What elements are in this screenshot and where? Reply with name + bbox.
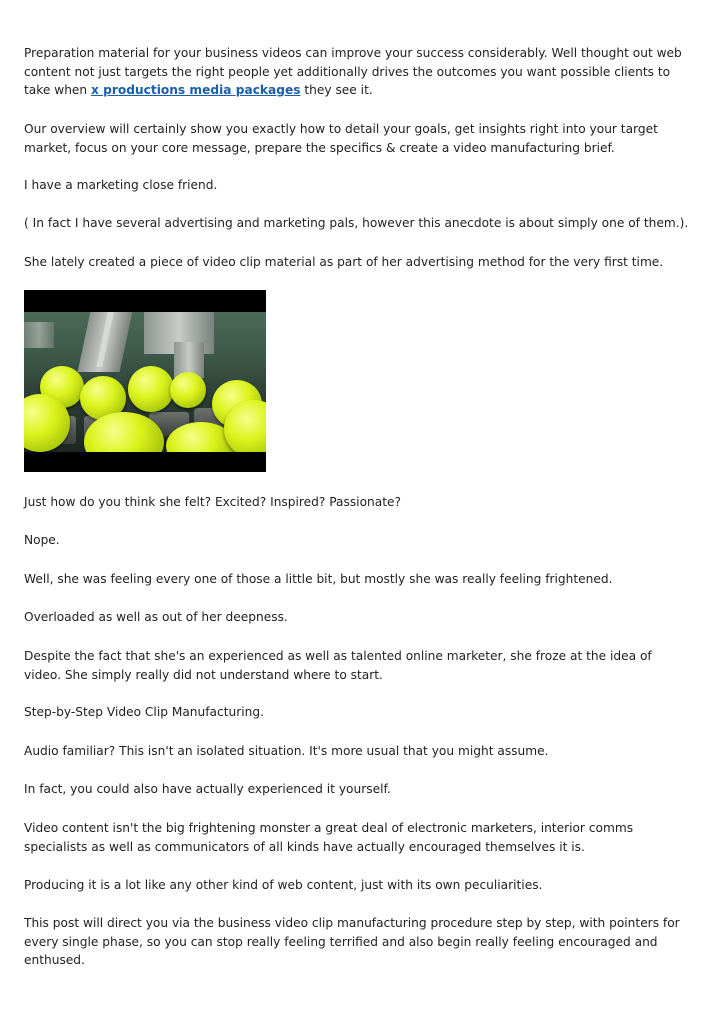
paragraph-intro-text-after: they see it. bbox=[300, 83, 373, 97]
paragraph: ( In fact I have several advertising and marketing pals, however this anecdote is about simply one of them.). bbox=[24, 216, 689, 230]
paragraph: Producing it is a lot like any other kind of web content, just with its own peculiarities. bbox=[24, 878, 543, 892]
paragraph: Video content isn't the big frightening monster a great deal of electronic marketers, interior comms specialists as well as communicators of all kinds have actually encouraged themselves it is. bbox=[24, 821, 634, 854]
paragraph: Step-by-Step Video Clip Manufacturing. bbox=[24, 705, 264, 719]
paragraph: This post will direct you via the business video clip manufacturing procedure step by step, with pointers for every single phase, so you can stop really feeling terrified and also begin really feeling encouraged and enthused. bbox=[24, 916, 680, 967]
paragraph: Nope. bbox=[24, 533, 60, 547]
paragraph: Audio familiar? This isn't an isolated situation. It's more usual that you might assume. bbox=[24, 744, 549, 758]
paragraph: I have a marketing close friend. bbox=[24, 178, 218, 192]
paragraph: Well, she was feeling every one of those a little bit, but mostly she was really feeling frightened. bbox=[24, 572, 613, 586]
paragraph: In fact, you could also have actually experienced it yourself. bbox=[24, 782, 391, 796]
paragraph: Our overview will certainly show you exactly how to detail your goals, get insights right into your target market, focus on your core message, prepare the specifics & create a video manufacturing brief. bbox=[24, 122, 658, 155]
paragraph: Just how do you think she felt? Excited? Inspired? Passionate? bbox=[24, 495, 401, 509]
video-thumbnail[interactable] bbox=[24, 290, 266, 472]
paragraph: Overloaded as well as out of her deepness. bbox=[24, 610, 288, 624]
paragraph: Despite the fact that she's an experienced as well as talented online marketer, she froze at the idea of video. She simply really did not understand where to start. bbox=[24, 649, 652, 682]
tennis-ball-machine-image bbox=[24, 312, 266, 452]
paragraph-intro-text-before: Preparation material for your business videos can improve your success considerably. Well thought out web content not just targets the right people yet additionally drives the outcomes you want possible clients to take when bbox=[24, 46, 682, 97]
productions-packages-link[interactable]: x productions media packages bbox=[91, 83, 301, 97]
paragraph: She lately created a piece of video clip material as part of her advertising method for the very first time. bbox=[24, 255, 664, 269]
paragraph-intro bbox=[24, 44, 690, 100]
